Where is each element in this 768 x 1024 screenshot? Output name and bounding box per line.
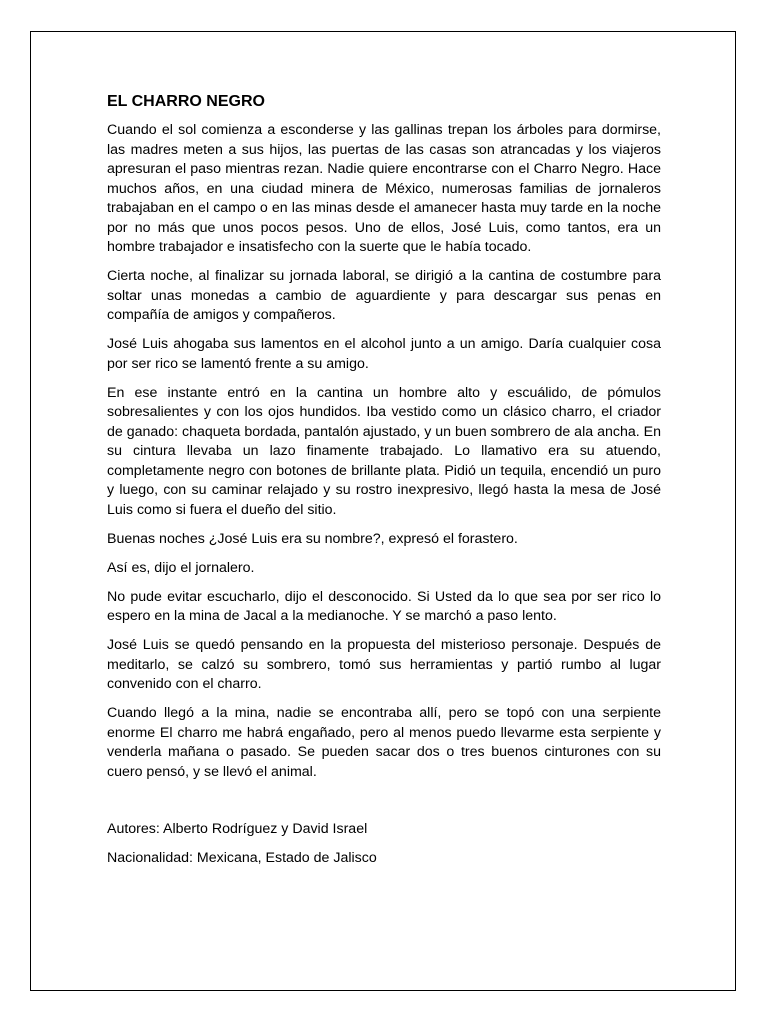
paragraph-4: En ese instante entró en la cantina un hombre alto y escuálido, de pómulos sobresalientes y con los ojos hundidos. Iba vestido como un clásico charro, el criador de ganado: chaqueta bordada, pantalón ajustado, y un buen sombrero de ala ancha. En su cintura llevaba un lazo finamente trabajado. Lo llamativo era su atuendo, completamente negro con botones de brillante plata. Pidió un tequila, encendió un puro y luego, con su caminar relajado y su rostro inexpresivo, llegó hasta la mesa de José Luis como si fuera el dueño del sitio. [107, 384, 661, 518]
paragraph-2: Cierta noche, al finalizar su jornada laboral, se dirigió a la cantina de costumbre para soltar unas monedas a cambio de aguardiente y para descargar sus penas en compañía de amigos y compañeros. [107, 268, 661, 323]
paragraph-7: No pude evitar escucharlo, dijo el desconocido. Si Usted da lo que sea por ser rico lo espero en la mina de Jacal a la medianoche. Y se marchó a paso lento. [107, 588, 661, 624]
nationality-line: Nacionalidad: Mexicana, Estado de Jalisco [107, 850, 377, 866]
document-page [30, 31, 736, 991]
document-title: EL CHARRO NEGRO [107, 93, 265, 110]
paragraph-1: Cuando el sol comienza a esconderse y las gallinas trepan los árboles para dormirse, las madres meten a sus hijos, las puertas de las casas son atrancadas y los viajeros apresuran el paso mientras rezan. Nadie quiere encontrarse con el Charro Negro. Hace muchos años, en una ciudad minera de México, numerosas familias de jornaleros trabajaban en el campo o en las minas desde el amanecer hasta muy tarde en la noche por no más que unos pocos pesos. Uno de ellos, José Luis, como tantos, era un hombre trabajador e insatisfecho con la suerte que le había tocado. [107, 122, 661, 255]
document-body [107, 92, 661, 878]
paragraph-5: Buenas noches ¿José Luis era su nombre?, expresó el forastero. [107, 530, 518, 547]
authors-line: Autores: Alberto Rodríguez y David Israel [107, 821, 368, 837]
paragraph-3: José Luis ahogaba sus lamentos en el alcohol junto a un amigo. Daría cualquier cosa por ser rico se lamentó frente a su amigo. [107, 336, 661, 372]
paragraph-9: Cuando llegó a la mina, nadie se encontraba allí, pero se topó con una serpiente enorme El charro me habrá engañado, pero al menos puedo llevarme esta serpiente y venderla mañana o pasado. Se pueden sacar dos o tres buenos cinturones con su cuero pensó, y se llevó el animal. [107, 705, 661, 780]
paragraph-6: Así es, dijo el jornalero. [107, 559, 255, 576]
paragraph-8: José Luis se quedó pensando en la propuesta del misterioso personaje. Después de meditarlo, se calzó su sombrero, tomó sus herramientas y partió rumbo al lugar convenido con el charro. [107, 637, 661, 692]
